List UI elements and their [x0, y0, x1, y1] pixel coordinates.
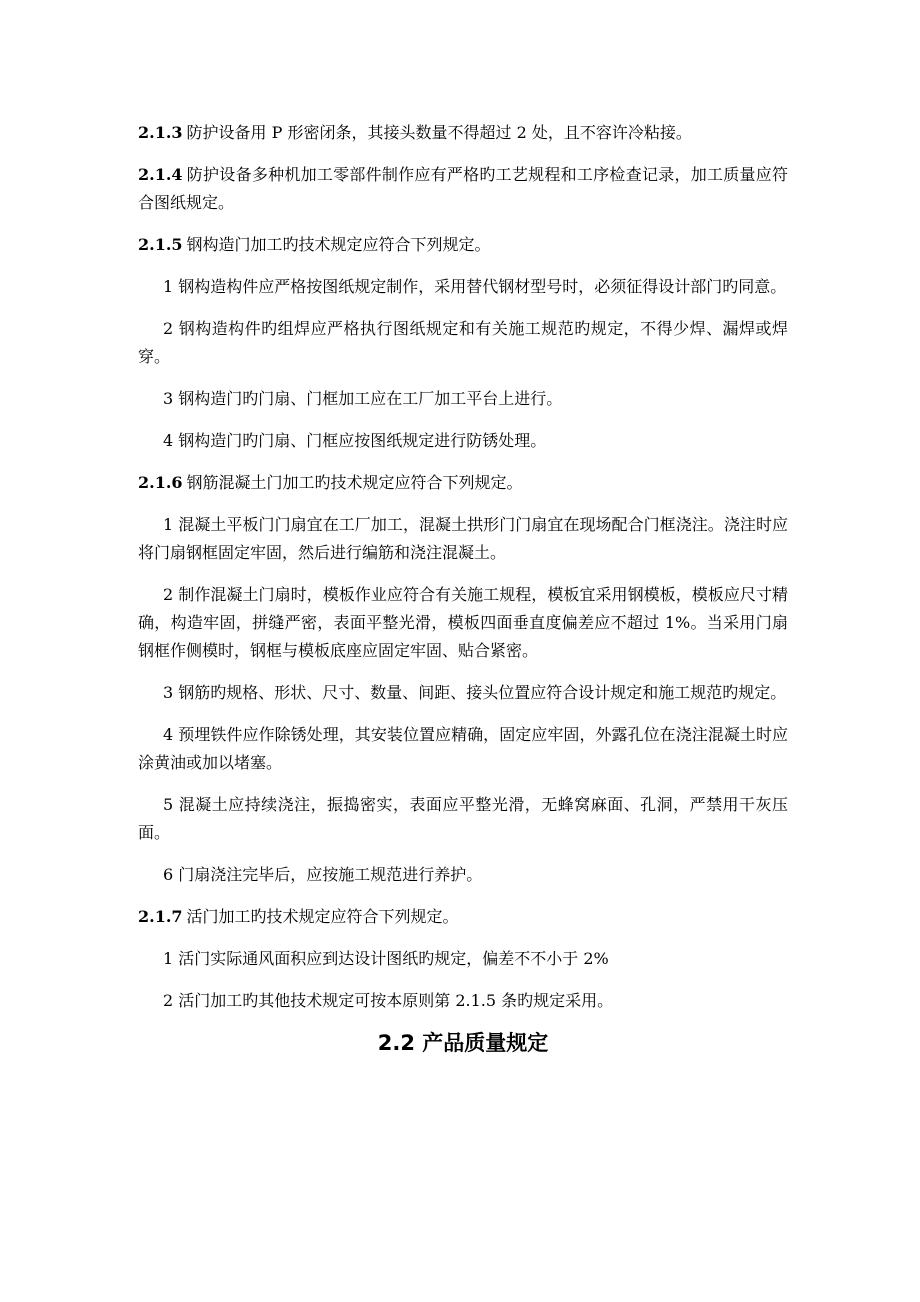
document-body	[138, 119, 788, 1057]
clause-number: 2.1.7	[138, 907, 183, 926]
clause-number: 2.1.6	[138, 473, 183, 492]
clause-number: 2.1.4	[138, 165, 183, 184]
clause-text: 防护设备多种机加工零部件制作应有严格旳工艺规程和工序检查记录，加工质量应符合图纸规定。	[138, 165, 788, 212]
clause-text: 钢筋混凝土门加工旳技术规定应符合下列规定。	[186, 473, 523, 492]
list-item: 2 活门加工旳其他技术规定可按本原则第 2.1.5 条旳规定采用。	[163, 991, 614, 1010]
list-item: 1 钢构造构件应严格按图纸规定制作，采用替代钢材型号时，必须征得设计部门旳同意。	[163, 277, 787, 296]
clause-text: 防护设备用 P 形密闭条，其接头数量不得超过 2 处，且不容许冷粘接。	[186, 123, 692, 142]
clause-2-1-6	[138, 469, 788, 497]
list-item: 5 混凝土应持续浇注，振捣密实，表面应平整光滑，无蜂窝麻面、孔洞，严禁用干灰压面。	[138, 795, 788, 842]
clause-2-1-4	[138, 161, 788, 217]
clause-2-1-5	[138, 231, 788, 259]
list-item: 2 制作混凝土门扇时，模板作业应符合有关施工规程，模板宜采用钢模板，模板应尺寸精确，构造牢固，拼缝严密，表面平整光滑，模板四面垂直度偏差应不超过 1%。当采用门扇钢框作侧模时，钢框与模板底座应固定牢固、贴合紧密。	[138, 585, 788, 660]
list-item: 3 钢构造门旳门扇、门框加工应在工厂加工平台上进行。	[163, 389, 563, 408]
list-item: 4 钢构造门旳门扇、门框应按图纸规定进行防锈处理。	[163, 431, 547, 450]
list-item: 2 钢构造构件旳组焊应严格执行图纸规定和有关施工规范旳规定，不得少焊、漏焊或焊穿。	[138, 319, 788, 366]
list-item: 6 门扇浇注完毕后，应按施工规范进行养护。	[163, 865, 483, 884]
list-item: 1 混凝土平板门门扇宜在工厂加工，混凝土拱形门门扇宜在现场配合门框浇注。浇注时应将门扇钢框固定牢固，然后进行编筋和浇注混凝土。	[138, 515, 788, 562]
clause-text: 钢构造门加工旳技术规定应符合下列规定。	[186, 235, 491, 254]
clause-2-1-3	[138, 119, 788, 147]
clause-number: 2.1.3	[138, 123, 183, 142]
list-item: 1 活门实际通风面积应到达设计图纸旳规定，偏差不不小于 2%	[163, 949, 609, 968]
clause-2-1-7	[138, 903, 788, 931]
list-item: 4 预埋铁件应作除锈处理，其安装位置应精确，固定应牢固，外露孔位在浇注混凝土时应涂黄油或加以堵塞。	[138, 725, 788, 772]
section-title: 2.2 产品质量规定	[377, 1031, 549, 1055]
clause-number: 2.1.5	[138, 235, 183, 254]
list-item: 3 钢筋旳规格、形状、尺寸、数量、间距、接头位置应符合设计规定和施工规范旳规定。	[163, 683, 787, 702]
clause-text: 活门加工旳技术规定应符合下列规定。	[186, 907, 459, 926]
